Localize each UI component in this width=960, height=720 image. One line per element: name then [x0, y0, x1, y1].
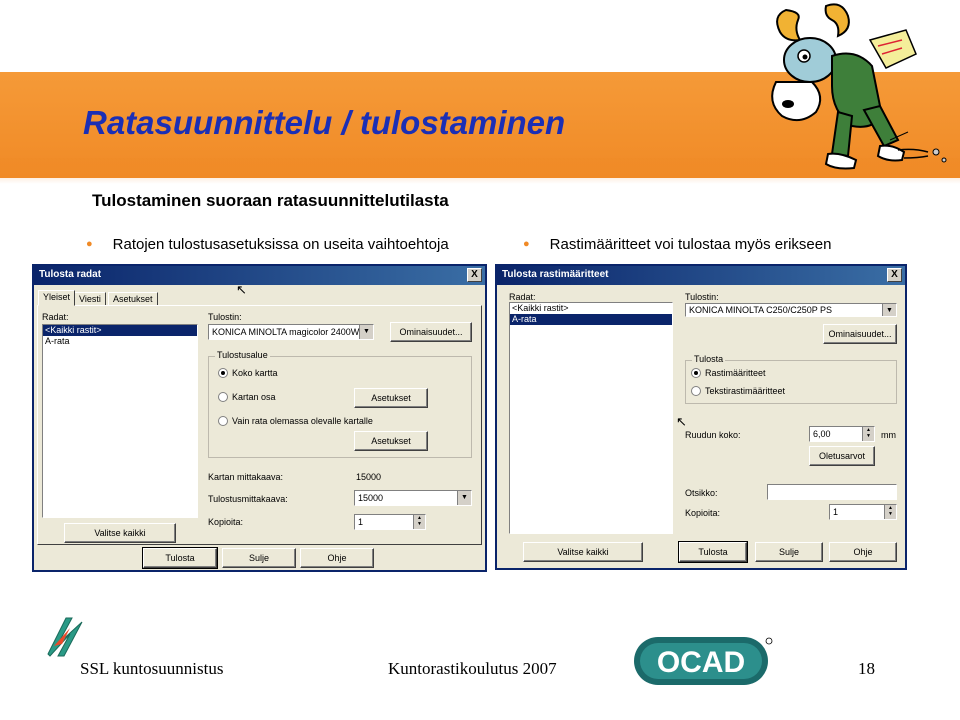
- dialog-title: Tulosta radat: [39, 269, 102, 280]
- radio-control-descriptions[interactable]: [691, 368, 766, 379]
- chevron-down-icon[interactable]: ▼: [359, 325, 373, 339]
- printer-label: Tulostin:: [685, 292, 719, 302]
- spin-arrows-icon[interactable]: ▲ ▼: [884, 505, 896, 519]
- bullet-text: Rastimääritteet voi tulostaa myös erikseen: [549, 236, 832, 253]
- printer-value: KONICA MINOLTA magicolor 2400W: [212, 327, 360, 337]
- radio-checked-icon: [218, 368, 228, 378]
- radio-icon: [691, 386, 701, 396]
- footer-left: SSL kuntosuunnistus: [80, 659, 224, 678]
- radio-icon: [218, 392, 228, 402]
- radio-label: Tekstirastimääritteet: [705, 386, 786, 396]
- dialog-titlebar: [497, 266, 905, 285]
- page-number: 18: [858, 659, 875, 678]
- radio-whole-map[interactable]: [218, 368, 278, 379]
- spin-arrows-icon[interactable]: ▲ ▼: [413, 515, 425, 529]
- select-all-button[interactable]: Valitse kaikki: [64, 523, 176, 543]
- dialog-title: Tulosta rastimääritteet: [502, 269, 609, 280]
- courses-list[interactable]: [509, 302, 673, 534]
- map-scale-value: 15000: [356, 472, 382, 482]
- select-all-button[interactable]: Valitse kaikki: [523, 542, 643, 562]
- heading-input[interactable]: [767, 484, 897, 500]
- printer-select[interactable]: [685, 303, 897, 317]
- close-button[interactable]: Sulje: [222, 548, 296, 568]
- ssl-logo-icon: [42, 614, 90, 660]
- slide-title: Ratasuunnittelu / tulostaminen: [83, 104, 566, 141]
- slide-subtitle: Tulostaminen suoraan ratasuunnittelutilasta: [92, 191, 449, 210]
- bullet-text: Ratojen tulostusasetuksissa on useita vaihtoehtoja: [112, 236, 449, 253]
- copies-value: 1: [358, 517, 364, 527]
- footer-center: Kuntorastikoulutus 2007: [388, 659, 557, 678]
- box-size-label: Ruudun koko:: [685, 430, 741, 440]
- radio-checked-icon: [691, 368, 701, 378]
- properties-button[interactable]: Ominaisuudet...: [823, 324, 897, 344]
- radio-icon: [218, 416, 228, 426]
- box-size-stepper[interactable]: [809, 426, 875, 442]
- settings-button[interactable]: Asetukset: [354, 388, 428, 408]
- print-scale-select[interactable]: [354, 490, 472, 506]
- list-item[interactable]: A-rata: [510, 314, 672, 325]
- close-button[interactable]: Sulje: [755, 542, 823, 562]
- moose-mascot-icon: [748, 0, 960, 195]
- print-group-label: Tulosta: [694, 354, 724, 364]
- copies-label: Kopioita:: [208, 517, 244, 527]
- close-icon[interactable]: X: [887, 268, 902, 282]
- list-item[interactable]: A-rata: [45, 336, 70, 346]
- mouse-pointer-icon: ↖: [676, 414, 687, 429]
- list-item[interactable]: <Kaikki rastit>: [43, 325, 197, 336]
- chevron-down-icon[interactable]: ▼: [882, 304, 896, 316]
- bullet-icon: ●: [523, 238, 530, 250]
- copies-label: Kopioita:: [685, 508, 721, 518]
- settings-button-2[interactable]: Asetukset: [354, 431, 428, 451]
- help-button[interactable]: Ohje: [829, 542, 897, 562]
- close-icon[interactable]: X: [467, 268, 482, 282]
- print-button[interactable]: Tulosta: [679, 542, 747, 562]
- radio-label: Kartan osa: [232, 392, 276, 402]
- list-item[interactable]: <Kaikki rastit>: [512, 303, 569, 313]
- radio-map-part[interactable]: [218, 392, 276, 403]
- bullet-print-settings: [86, 236, 449, 253]
- print-area-label: Tulostusalue: [217, 350, 268, 360]
- ocad-logo-text: OCAD: [656, 646, 746, 679]
- radio-text-descriptions[interactable]: [691, 386, 785, 397]
- help-button[interactable]: Ohje: [300, 548, 374, 568]
- box-size-unit: mm: [881, 430, 896, 440]
- radio-label: Rastimääritteet: [705, 368, 766, 378]
- courses-list[interactable]: [42, 324, 198, 518]
- properties-button[interactable]: Ominaisuudet...: [390, 322, 472, 342]
- copies-value: 1: [833, 507, 839, 517]
- bullet-icon: ●: [86, 238, 93, 250]
- copies-stepper[interactable]: [354, 514, 426, 530]
- radio-label: Koko kartta: [232, 368, 278, 378]
- radio-label: Vain rata olemassa olevalle kartalle: [232, 416, 373, 426]
- print-group: [685, 354, 897, 404]
- print-courses-dialog: [32, 264, 487, 572]
- box-size-value: 6,00: [813, 429, 831, 439]
- mouse-pointer-icon: ↖: [236, 282, 247, 297]
- tab-settings[interactable]: Asetukset: [108, 292, 158, 306]
- copies-stepper[interactable]: [829, 504, 897, 520]
- spin-arrows-icon[interactable]: ▲ ▼: [862, 427, 874, 441]
- defaults-button[interactable]: Oletusarvot: [809, 446, 875, 466]
- printer-select[interactable]: [208, 324, 374, 340]
- map-scale-label: Kartan mittakaava:: [208, 472, 284, 482]
- radio-course-only[interactable]: [218, 416, 373, 427]
- tab-relay[interactable]: Viesti: [74, 292, 106, 306]
- dialog-titlebar: [34, 266, 485, 285]
- bullet-control-descriptions: [523, 236, 831, 253]
- print-button[interactable]: Tulosta: [143, 548, 217, 568]
- heading-label: Otsikko:: [685, 488, 718, 498]
- courses-label: Radat:: [509, 292, 536, 302]
- ocad-logo-icon: [632, 631, 774, 691]
- chevron-down-icon[interactable]: ▼: [457, 491, 471, 505]
- print-control-descriptions-dialog: [495, 264, 907, 570]
- print-scale-value: 15000: [358, 493, 384, 503]
- tab-general[interactable]: Yleiset: [38, 290, 75, 306]
- printer-label: Tulostin:: [208, 312, 242, 322]
- courses-label: Radat:: [42, 312, 69, 322]
- printer-value: KONICA MINOLTA C250/C250P PS: [689, 305, 833, 315]
- print-scale-label: Tulostusmittakaava:: [208, 494, 288, 504]
